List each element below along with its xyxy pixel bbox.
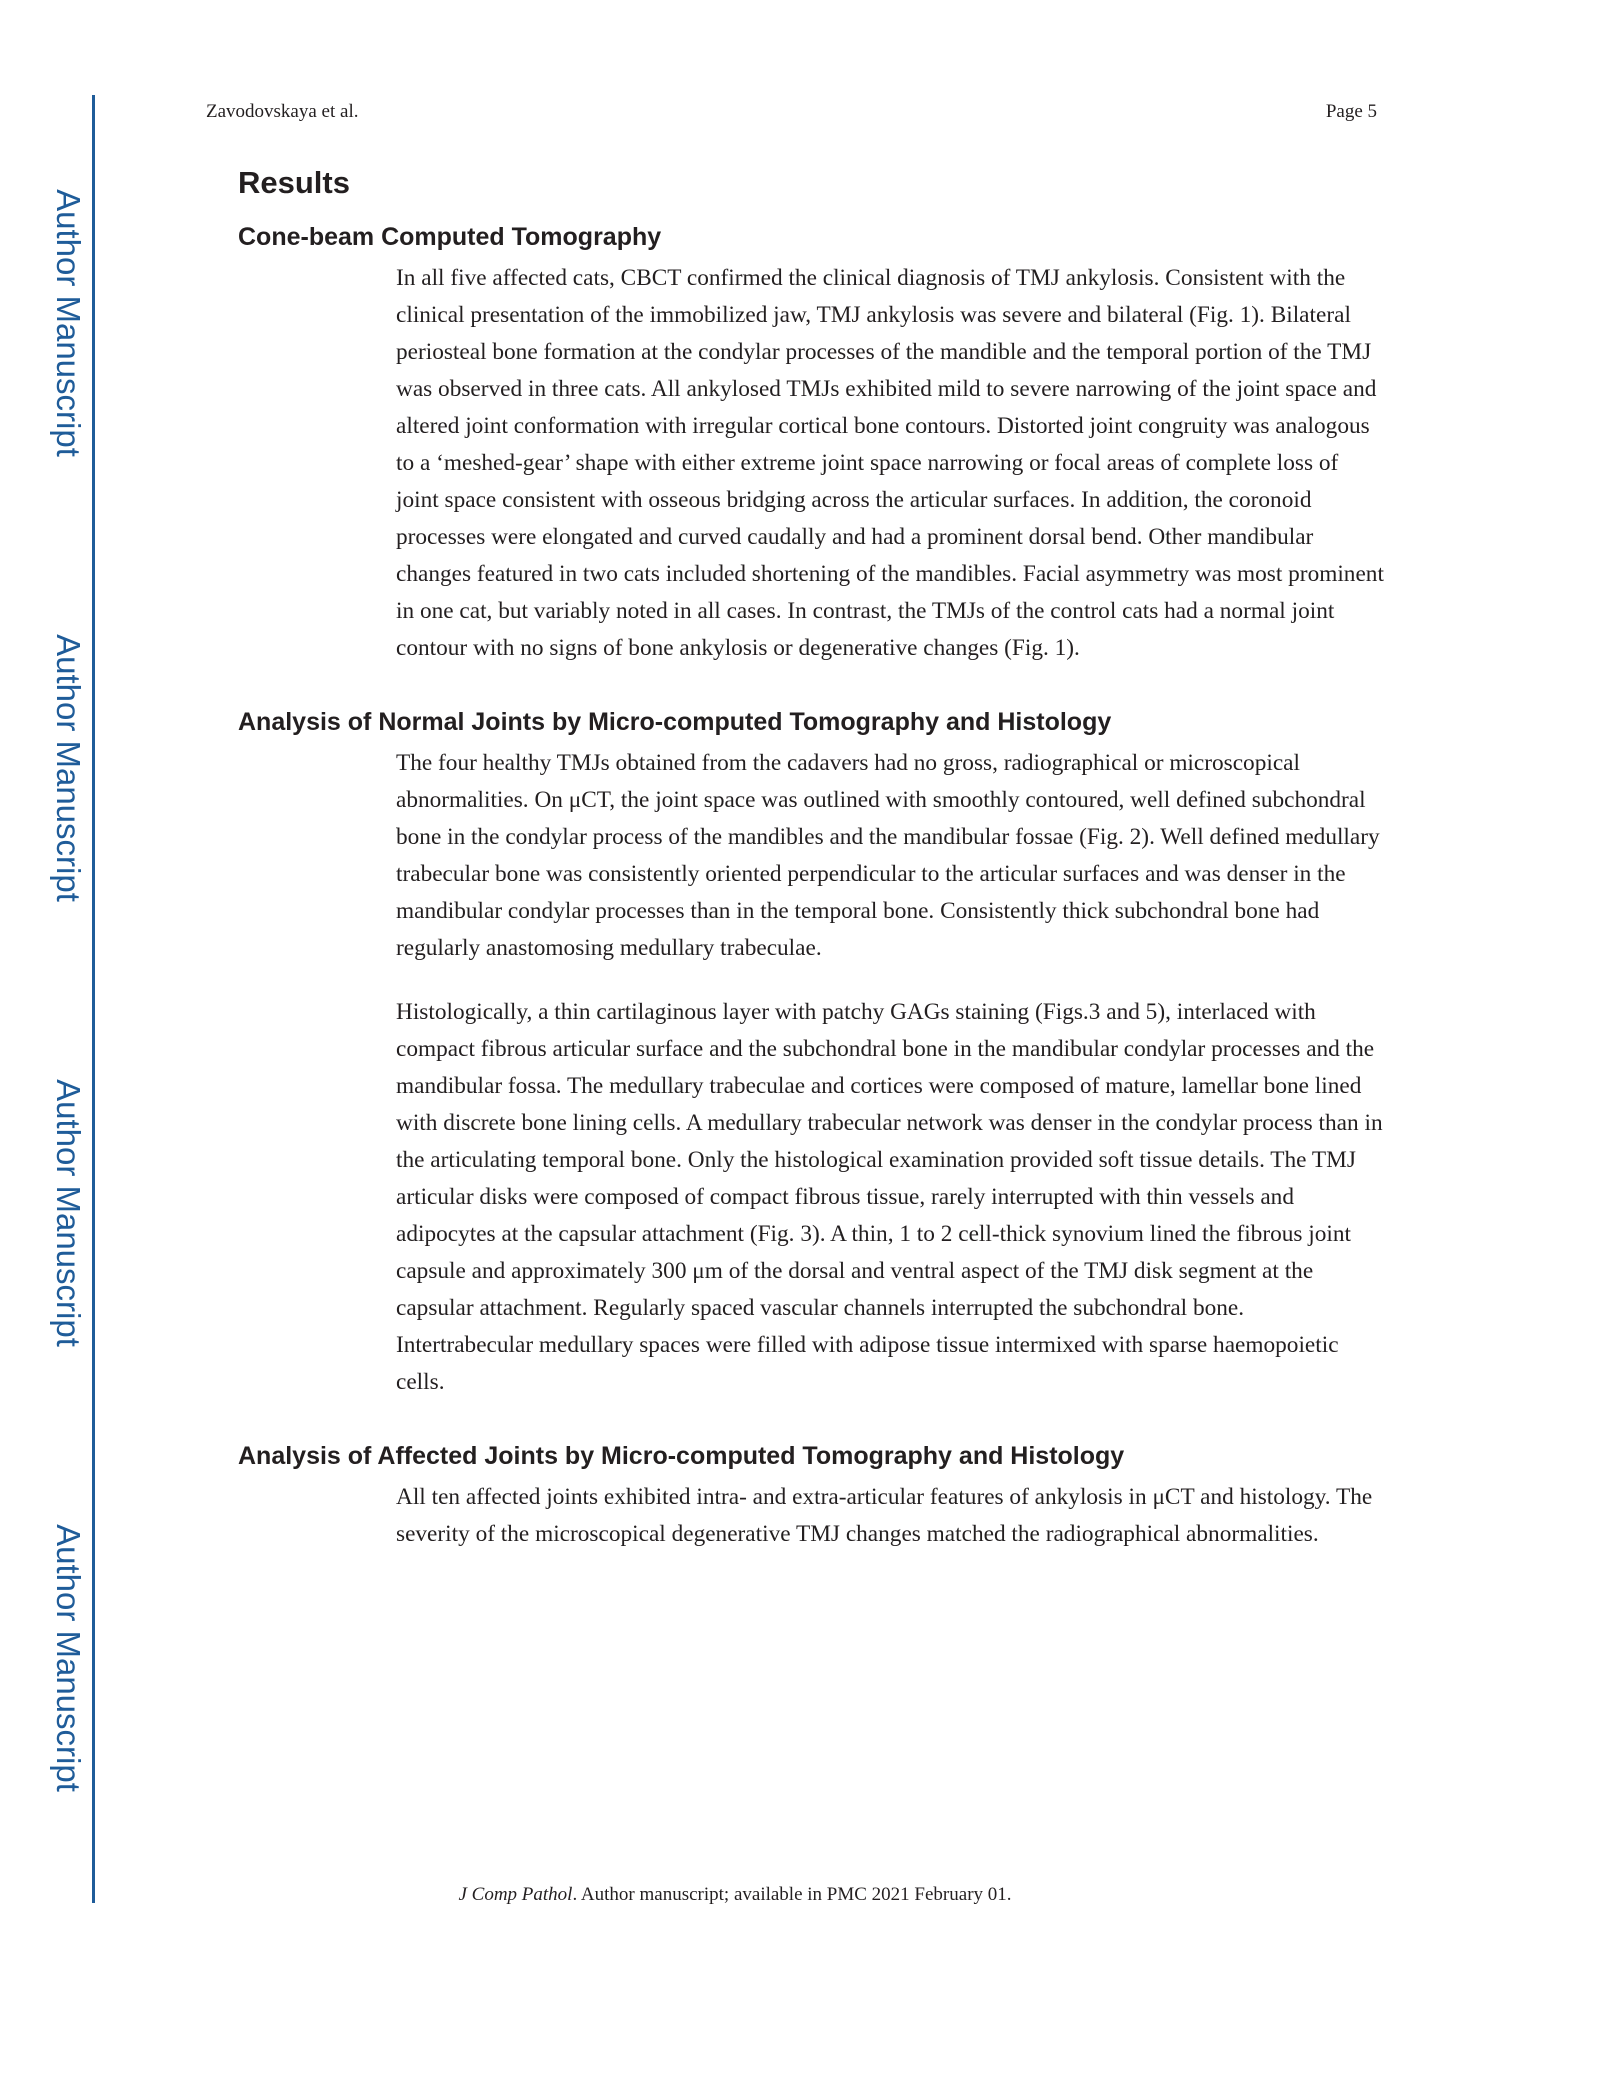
subsection-title: Analysis of Normal Joints by Micro-computed Tomography and Histology — [238, 708, 1112, 736]
sidebar-label: Author Manuscript — [50, 634, 87, 902]
footer-journal: J Comp Pathol — [458, 1884, 573, 1905]
subsection-title: Cone-beam Computed Tomography — [238, 223, 662, 251]
paragraph: All ten affected joints exhibited intra- and extra-articular features of ankylosis in μCT and histology. The severity of the microscopical degenerative TMJ changes matched the radiographical abnormalities. — [396, 1484, 1373, 1547]
paragraph: The four healthy TMJs obtained from the cadavers had no gross, radiographical or microscopical abnormalities. On μCT, the joint space was outlined with smoothly contoured, well defined subchondral bone in the condylar process of the mandibles and the mandibular fossae (Fig. 2). Well defined medullary trabecular bone was consistently oriented perpendicular to the articular surfaces and was denser in the mandibular condylar processes than in the temporal bone. Consistently thick subchondral bone had regularly anastomosing medullary trabeculae. — [396, 750, 1380, 961]
section-title: Results — [238, 165, 350, 200]
sidebar-rule — [92, 95, 95, 1903]
running-head-authors: Zavodovskaya et al. — [206, 101, 359, 122]
sidebar-label: Author Manuscript — [50, 1524, 87, 1792]
paragraph: In all five affected cats, CBCT confirmed the clinical diagnosis of TMJ ankylosis. Consistent with the clinical presentation of the immobilized jaw, TMJ ankylosis was severe and bilateral (Fig. 1). Bilateral periosteal bone formation at the condylar processes of the mandible and the temporal portion of the TMJ was observed in three cats. All ankylosed TMJs exhibited mild to severe narrowing of the joint space and altered joint conformation with irregular cortical bone contours. Distorted joint congruity was analogous to a ‘meshed-gear’ shape with either extreme joint space narrowing or focal areas of complete loss of joint space consistent with osseous bridging across the articular surfaces. In addition, the coronoid processes were elongated and curved caudally and had a prominent dorsal bend. Other mandibular changes featured in two cats included shortening of the mandibles. Facial asymmetry was most prominent in one cat, but variably noted in all cases. In contrast, the TMJs of the control cats had a normal joint contour with no signs of bone ankylosis or degenerative changes (Fig. 1). — [396, 265, 1384, 661]
sidebar-label: Author Manuscript — [50, 189, 87, 457]
running-head-page: Page 5 — [1325, 101, 1377, 122]
footer-text: . Author manuscript; available in PMC 2021 February 01. — [572, 1884, 1012, 1905]
subsection-cbct — [238, 221, 1384, 667]
subsection-title: Analysis of Affected Joints by Micro-computed Tomography and Histology — [238, 1442, 1125, 1470]
subsection-normal-joints — [238, 706, 1383, 1401]
sidebar-label: Author Manuscript — [50, 1079, 87, 1347]
subsection-affected-joints — [238, 1440, 1378, 1553]
footer-citation — [0, 1883, 1470, 1907]
article-body — [238, 163, 1384, 1553]
paragraph: Histologically, a thin cartilaginous layer with patchy GAGs staining (Figs.3 and 5), interlaced with compact fibrous articular surface and the subchondral bone in the mandibular condylar processes and the mandibular fossa. The medullary trabeculae and cortices were composed of mature, lamellar bone lined with discrete bone lining cells. A medullary trabecular network was denser in the condylar process than in the articulating temporal bone. Only the histological examination provided soft tissue details. The TMJ articular disks were composed of compact fibrous tissue, rarely interrupted with thin vessels and adipocytes at the capsular attachment (Fig. 3). A thin, 1 to 2 cell-thick synovium lined the fibrous joint capsule and approximately 300 μm of the dorsal and ventral aspect of the TMJ disk segment at the capsular attachment. Regularly spaced vascular channels interrupted the subchondral bone. Intertrabecular medullary spaces were filled with adipose tissue intermixed with sparse haemopoietic cells. — [396, 999, 1383, 1395]
